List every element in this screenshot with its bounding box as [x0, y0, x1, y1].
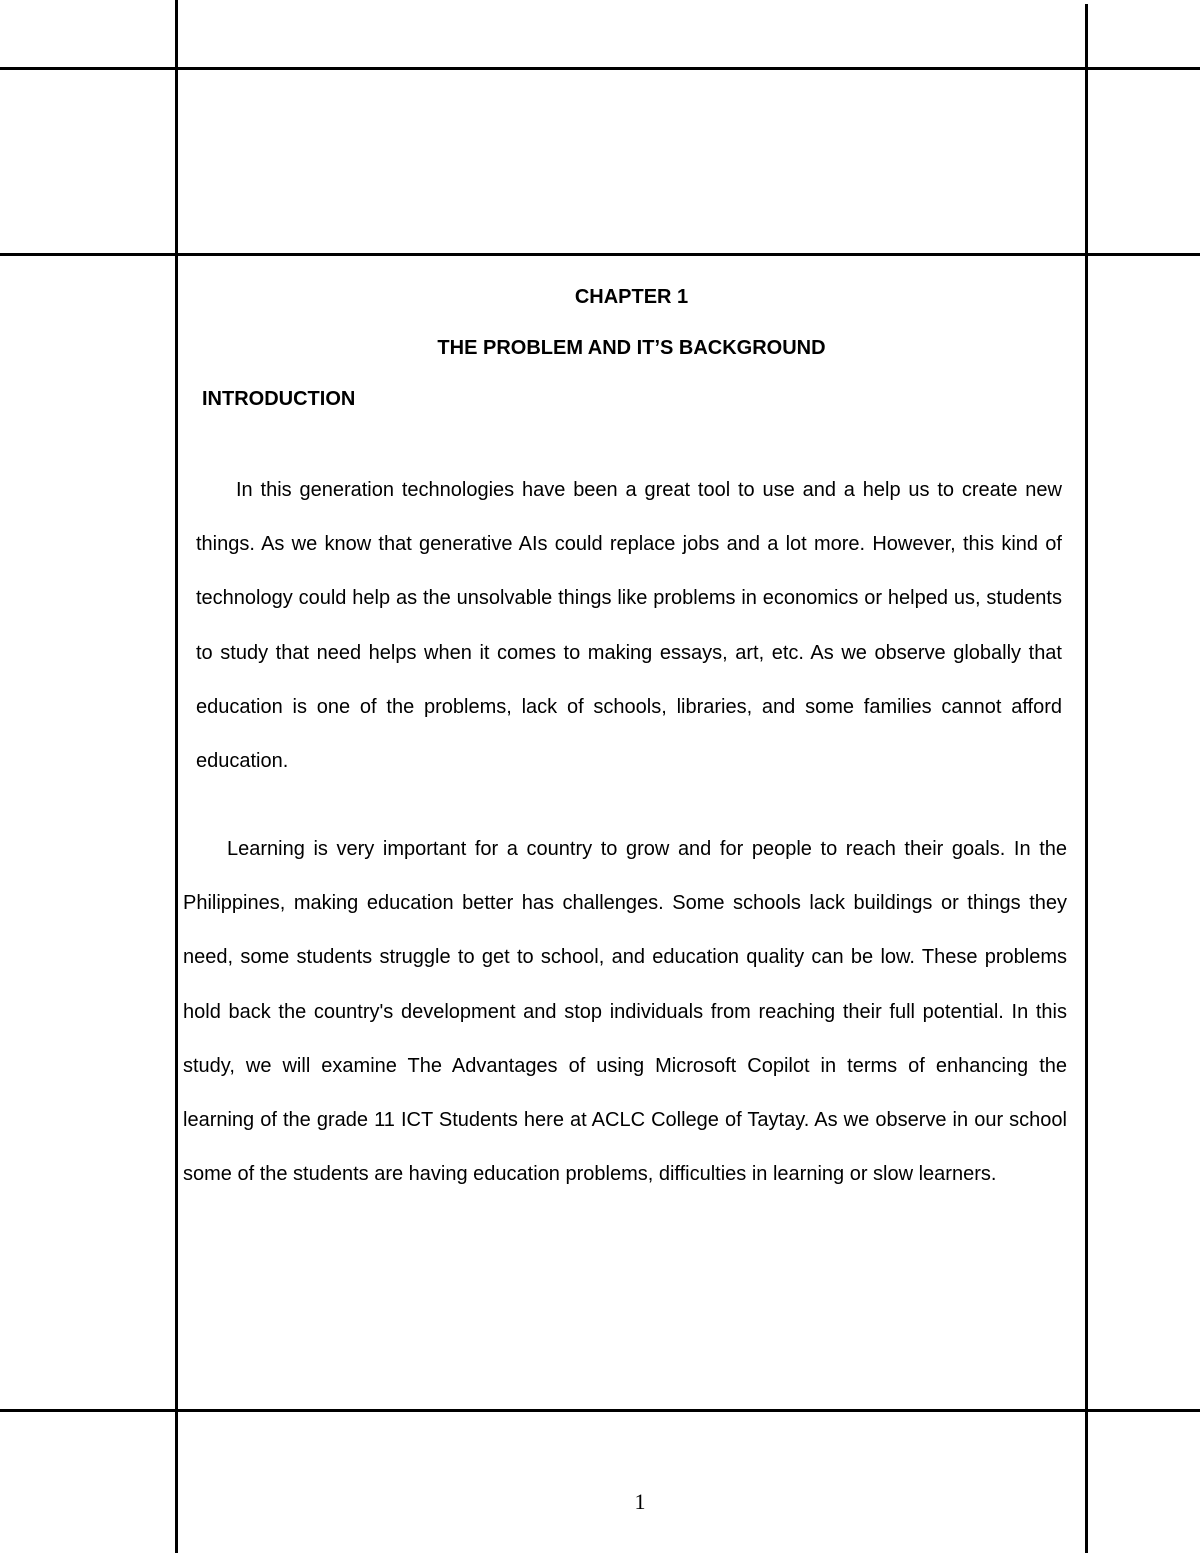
section-heading: INTRODUCTION [202, 388, 356, 410]
chapter-title: THE PROBLEM AND IT’S BACKGROUND [437, 337, 826, 359]
page-number: 1 [634, 1489, 646, 1514]
chapter-number: CHAPTER 1 [574, 286, 689, 308]
header-divider-line [0, 253, 1200, 256]
top-border-line [0, 67, 1200, 70]
body-paragraph: In this generation technologies have been a great tool to use and a help us to create new things. As we know that generative AIs could replace jobs and a lot more. However, this kind of technology could help as the unsolvable things like problems in economics or helped us, students to study that need helps when it comes to making essays, art, etc. As we observe globally that education is one of the problems, lack of schools, libraries, and some families cannot afford education. [196, 479, 1062, 773]
footer-divider-line [0, 1409, 1200, 1412]
left-margin-line [175, 0, 178, 1553]
body-paragraph: Learning is very important for a country to grow and for people to reach their goals. In the Philippines, making education better has challenges. Some schools lack buildings or things they need, some students struggle to get to school, and education quality can be low. These problems hold back the country's development and stop individuals from reaching their full potential. In this study, we will examine The Advantages of using Microsoft Copilot in terms of enhancing the learning of the grade 11 ICT Students here at ACLC College of Taytay. As we observe in our school some of the students are having education problems, difficulties in learning or slow learners. [183, 838, 1067, 1186]
right-margin-line [1085, 4, 1088, 1553]
